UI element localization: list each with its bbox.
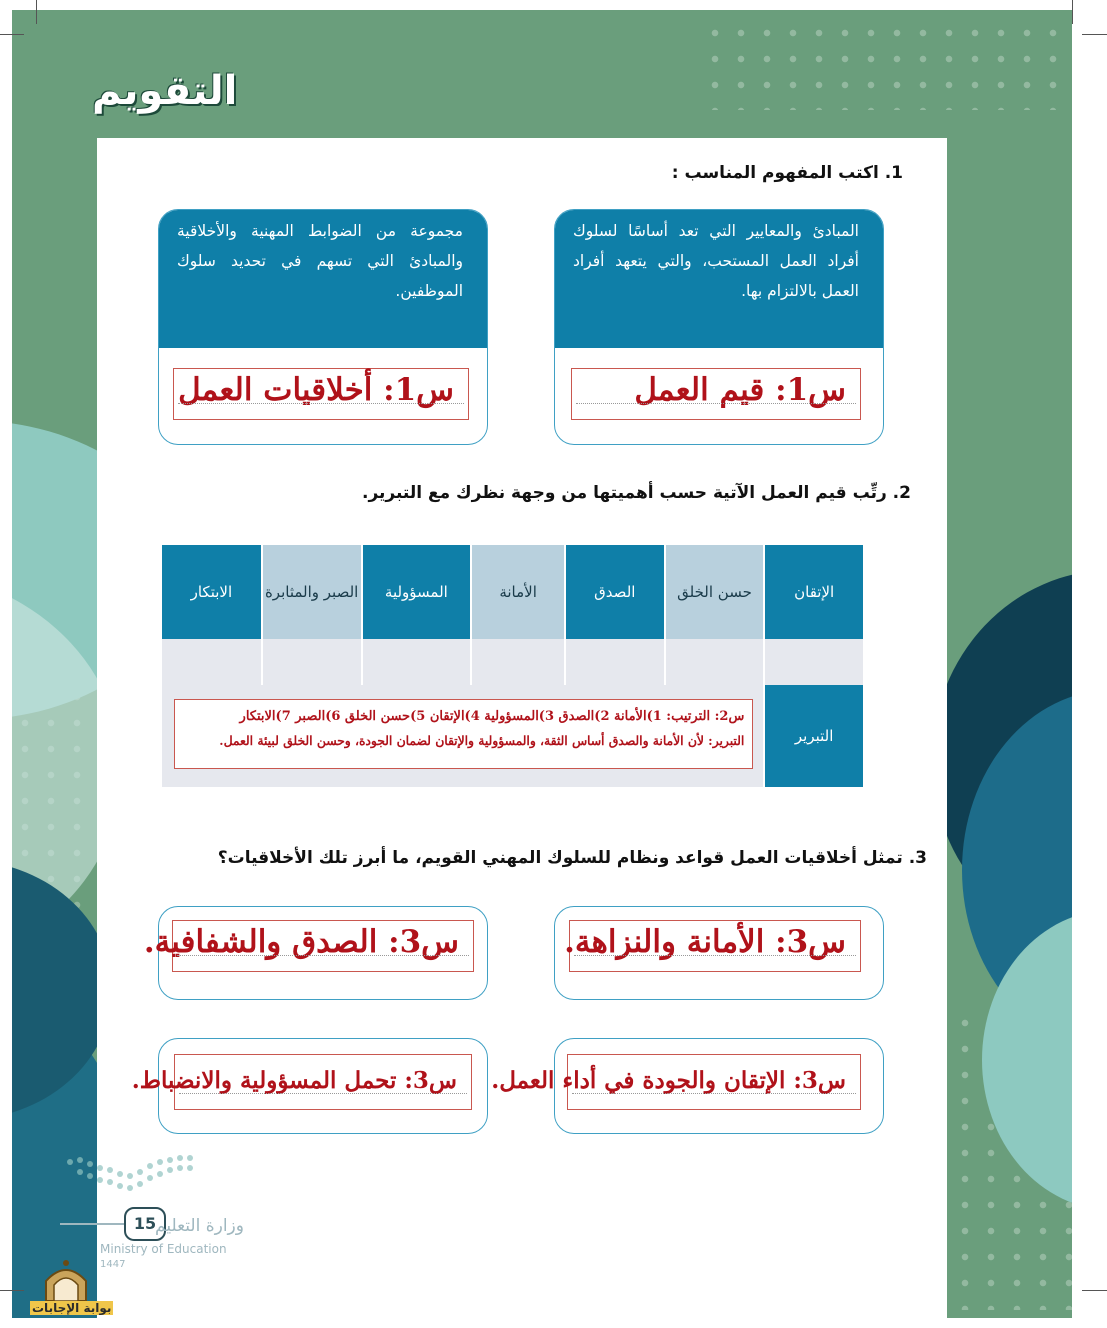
ministry-name-en: Ministry of Education bbox=[100, 1242, 227, 1256]
justification-answer-box[interactable] bbox=[174, 699, 753, 769]
page-title: التقويم bbox=[92, 68, 238, 114]
crop-mark bbox=[1082, 34, 1107, 35]
rank-input-cell[interactable] bbox=[472, 639, 564, 685]
table-header-cell: الإتقان bbox=[765, 545, 863, 639]
crop-mark bbox=[36, 0, 37, 24]
rank-input-cell[interactable] bbox=[566, 639, 664, 685]
answer-box[interactable]: س3: تحمل المسؤولية والانضباط. bbox=[174, 1054, 472, 1110]
ministry-name-ar: وزارة التعليم bbox=[155, 1216, 244, 1236]
table-header-cell: الصدق bbox=[566, 545, 664, 639]
crop-mark bbox=[1082, 1290, 1107, 1291]
answer-justification-line: التبرير: لأن الأمانة والصدق أساس الثقة، والمسؤولية والإتقان لضمان الجودة، وحسن الخلق لبيئة العمل. bbox=[219, 733, 745, 748]
concept-definition: المبادئ والمعايير التي تعد أساسًا لسلوك أفراد العمل المستحب، والتي يتعهد أفراد العمل بالالتزام بها. bbox=[555, 210, 883, 348]
answer-ranking-line: س2: الترتيب: 1)الأمانة 2)الصدق 3)المسؤولية 4)الإتقان 5)حسن الخلق 6)الصبر 7)الابتكار bbox=[239, 709, 745, 724]
table-header-row bbox=[162, 545, 863, 639]
question-1-prompt: 1. اكتب المفهوم المناسب : bbox=[671, 163, 903, 183]
table-header-cell: حسن الخلق bbox=[666, 545, 764, 639]
rank-input-cell[interactable] bbox=[666, 639, 764, 685]
answer-box[interactable]: س3: الصدق والشفافية. bbox=[172, 920, 474, 972]
crop-mark bbox=[1072, 0, 1073, 24]
edition-year: 1447 bbox=[100, 1259, 126, 1270]
answer-box[interactable]: س1: أخلاقيات العمل bbox=[173, 368, 469, 420]
answer-box[interactable]: س1: قيم العمل bbox=[571, 368, 861, 420]
question-2-prompt: 2. رتِّب قيم العمل الآتية حسب أهميتها من وجهة نظرك مع التبرير. bbox=[361, 483, 911, 503]
crop-mark bbox=[0, 34, 24, 35]
answer-box[interactable]: س3: الأمانة والنزاهة. bbox=[569, 920, 861, 972]
justification-row bbox=[162, 685, 863, 787]
table-header-cell: الصبر والمثابرة bbox=[263, 545, 361, 639]
question-3-prompt: 3. تمثل أخلاقيات العمل قواعد ونظام للسلوك المهني القويم، ما أبرز تلك الأخلاقيات؟ bbox=[217, 848, 927, 868]
justification-label: التبرير bbox=[765, 685, 863, 787]
table-header-cell: الأمانة bbox=[472, 545, 564, 639]
answer-box[interactable]: س3: الإتقان والجودة في أداء العمل. bbox=[567, 1054, 861, 1110]
concept-definition: مجموعة من الضوابط المهنية والأخلاقية والمبادئ التي تسهم في تحديد سلوك الموظفين. bbox=[159, 210, 487, 348]
rank-input-cell[interactable] bbox=[263, 639, 361, 685]
ranking-input-row bbox=[162, 639, 863, 685]
table-header-cell: المسؤولية bbox=[363, 545, 471, 639]
rank-input-cell[interactable] bbox=[162, 639, 261, 685]
crop-mark bbox=[0, 1290, 24, 1291]
page-number: 15 bbox=[124, 1207, 166, 1241]
rank-input-cell[interactable] bbox=[765, 639, 863, 685]
ranking-table bbox=[160, 545, 865, 787]
table-header-cell: الابتكار bbox=[162, 545, 261, 639]
dot-pattern-top bbox=[702, 20, 1062, 110]
watermark-text: بوابة الإجابات bbox=[32, 1301, 112, 1315]
justification-cell bbox=[162, 685, 763, 787]
rank-input-cell[interactable] bbox=[363, 639, 471, 685]
